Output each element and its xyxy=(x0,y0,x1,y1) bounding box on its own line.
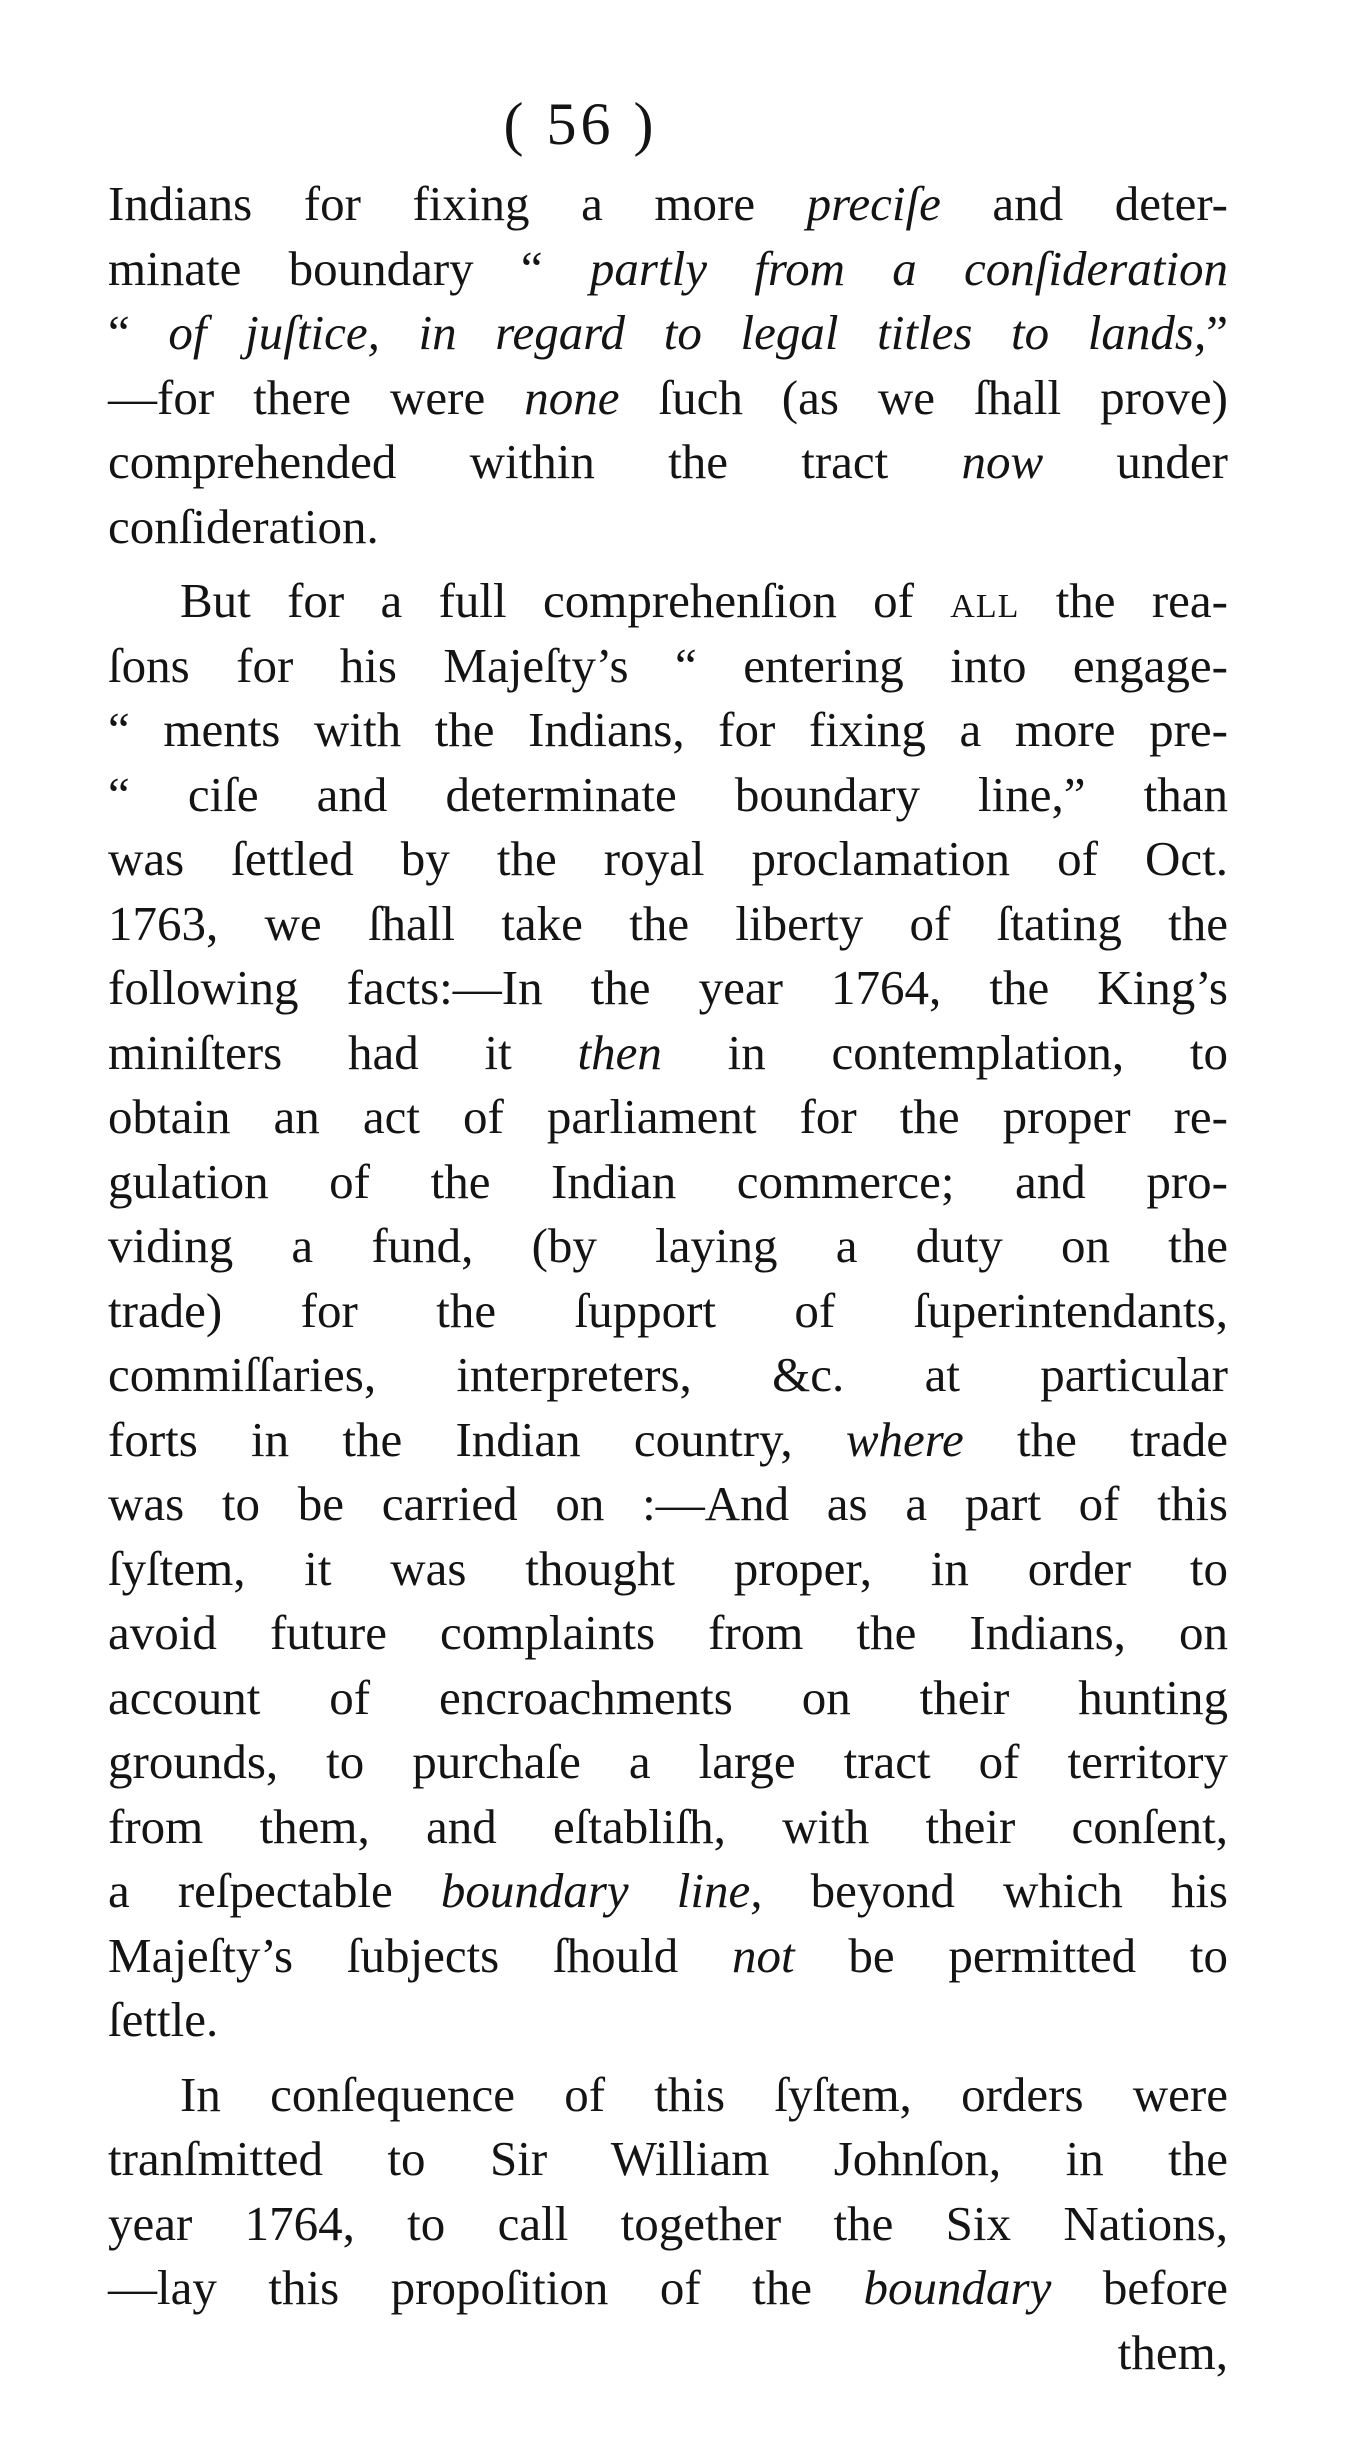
paragraph xyxy=(108,569,1228,2053)
text-line xyxy=(108,1279,1228,1344)
text-run: Majeſty’s ſubjects ſhould xyxy=(108,1927,732,1983)
text-line xyxy=(108,1859,1228,1924)
italic-text: not xyxy=(731,1927,795,1983)
italic-text: partly from a conſideration xyxy=(589,240,1228,296)
paragraph-gap xyxy=(108,2053,1228,2063)
italic-text: now xyxy=(961,434,1044,489)
text-run: minate boundary “ xyxy=(108,240,590,296)
text-run: year 1764, to call together the Six Nations, xyxy=(108,2195,1228,2251)
text-run: “ ments with the Indians, for fixing a more pre- xyxy=(108,702,1228,757)
text-line xyxy=(108,1408,1228,1473)
text-run: in contemplation, to xyxy=(661,1024,1228,1080)
text-run: “ xyxy=(108,305,169,360)
text-line xyxy=(108,634,1228,699)
text-run: avoid future complaints from the Indians, on xyxy=(108,1605,1228,1660)
text-line xyxy=(108,172,1228,237)
small-caps-text: all xyxy=(950,573,1020,628)
paragraph xyxy=(108,172,1228,559)
text-run: following facts:—In the year 1764, the King’s xyxy=(108,960,1228,1015)
text-run: miniſters had it xyxy=(108,1024,578,1080)
text-line xyxy=(108,1021,1228,1086)
text-run: viding a fund, (by laying a duty on the xyxy=(108,1218,1228,1273)
text-run: was ſettled by the royal proclamation of Oct. xyxy=(108,831,1228,886)
text-line xyxy=(108,892,1228,957)
catchword xyxy=(108,2321,1228,2386)
text-line xyxy=(108,1214,1228,1279)
text-line xyxy=(108,1795,1228,1860)
text-line xyxy=(108,2127,1228,2192)
text-line xyxy=(108,366,1228,431)
text-run: 1763, we ſhall take the liberty of ſtating the xyxy=(108,895,1228,951)
text-run: the rea- xyxy=(1019,573,1228,628)
text-run: —for there were xyxy=(108,369,525,425)
text-line xyxy=(108,1085,1228,1150)
text-run: before xyxy=(1051,2260,1228,2315)
page-number: ( 56 ) xyxy=(503,91,658,157)
text-run: was to be carried on :—And as a part of this xyxy=(108,1476,1228,1531)
text-run: account of encroachments on their hunting xyxy=(108,1669,1228,1725)
text-run: forts in the Indian country, xyxy=(108,1411,846,1467)
text-run: In conſequence of this ſyſtem, orders were xyxy=(180,2066,1228,2122)
italic-text: where xyxy=(845,1411,964,1467)
text-line xyxy=(108,698,1228,763)
text-line xyxy=(108,1924,1228,1989)
text-line xyxy=(108,237,1228,302)
text-run: trade) for the ſupport of ſuperintendants, xyxy=(108,1282,1228,1338)
text-line xyxy=(108,956,1228,1021)
text-line xyxy=(108,1730,1228,1795)
text-line xyxy=(108,827,1228,892)
italic-text: boundary xyxy=(863,2260,1052,2315)
text-line xyxy=(108,2063,1228,2128)
text-line xyxy=(108,1988,1228,2053)
text-run: —lay this propoſition of the xyxy=(108,2260,864,2315)
paragraph-gap xyxy=(108,559,1228,569)
text-run: ſuch (as we ſhall prove) xyxy=(619,369,1228,425)
text-line xyxy=(108,1472,1228,1537)
italic-text: preciſe xyxy=(806,176,941,231)
paragraph xyxy=(108,2063,1228,2386)
text-run: conſideration. xyxy=(108,498,379,554)
text-run: beyond which his xyxy=(762,1863,1228,1918)
italic-text: of juſtice, in regard to legal titles to lands, xyxy=(168,305,1207,360)
text-line xyxy=(108,1343,1228,1408)
text-line xyxy=(108,1537,1228,1602)
text-line xyxy=(108,763,1228,828)
text-run: and deter- xyxy=(940,176,1228,231)
text-run: commiſſaries, interpreters, &c. at particular xyxy=(108,1347,1228,1402)
italic-text: none xyxy=(524,369,620,425)
text-run: ſyſtem, it was thought proper, in order to xyxy=(108,1540,1228,1596)
text-line xyxy=(108,2256,1228,2321)
text-run: “ ciſe and determinate boundary line,” than xyxy=(108,766,1228,822)
text-run: them, xyxy=(1117,2324,1228,2380)
italic-text: boundary line, xyxy=(440,1863,763,1918)
text-line xyxy=(108,1666,1228,1731)
text-line xyxy=(108,495,1228,560)
text-run: ſons for his Majeſty’s “ entering into engage- xyxy=(108,637,1228,693)
text-run: under xyxy=(1043,434,1228,489)
text-run: the trade xyxy=(963,1411,1228,1467)
text-line xyxy=(108,569,1228,634)
text-line xyxy=(108,1601,1228,1666)
text-line xyxy=(108,301,1228,366)
text-run: tranſmitted to Sir William Johnſon, in the xyxy=(108,2131,1228,2186)
text-run: a reſpectable xyxy=(108,1863,441,1918)
italic-text: then xyxy=(577,1024,662,1080)
text-line xyxy=(108,430,1228,495)
text-run: ” xyxy=(1206,305,1228,360)
text-run: Indians for fixing a more xyxy=(108,176,807,231)
text-line xyxy=(108,2192,1228,2257)
text-run: gulation of the Indian commerce; and pro- xyxy=(108,1153,1228,1209)
text-run: But for a full comprehenſion of xyxy=(180,573,951,628)
text-run: grounds, to purchaſe a large tract of territory xyxy=(108,1734,1228,1789)
body-text xyxy=(108,172,1228,2385)
text-run: comprehended within the tract xyxy=(108,434,962,489)
text-run: obtain an act of parliament for the proper re- xyxy=(108,1089,1228,1144)
text-line xyxy=(108,1150,1228,1215)
text-run: from them, and eſtabliſh, with their conſent, xyxy=(108,1798,1228,1854)
text-run: ſettle. xyxy=(108,1992,219,2047)
text-run: be permitted to xyxy=(794,1927,1228,1983)
